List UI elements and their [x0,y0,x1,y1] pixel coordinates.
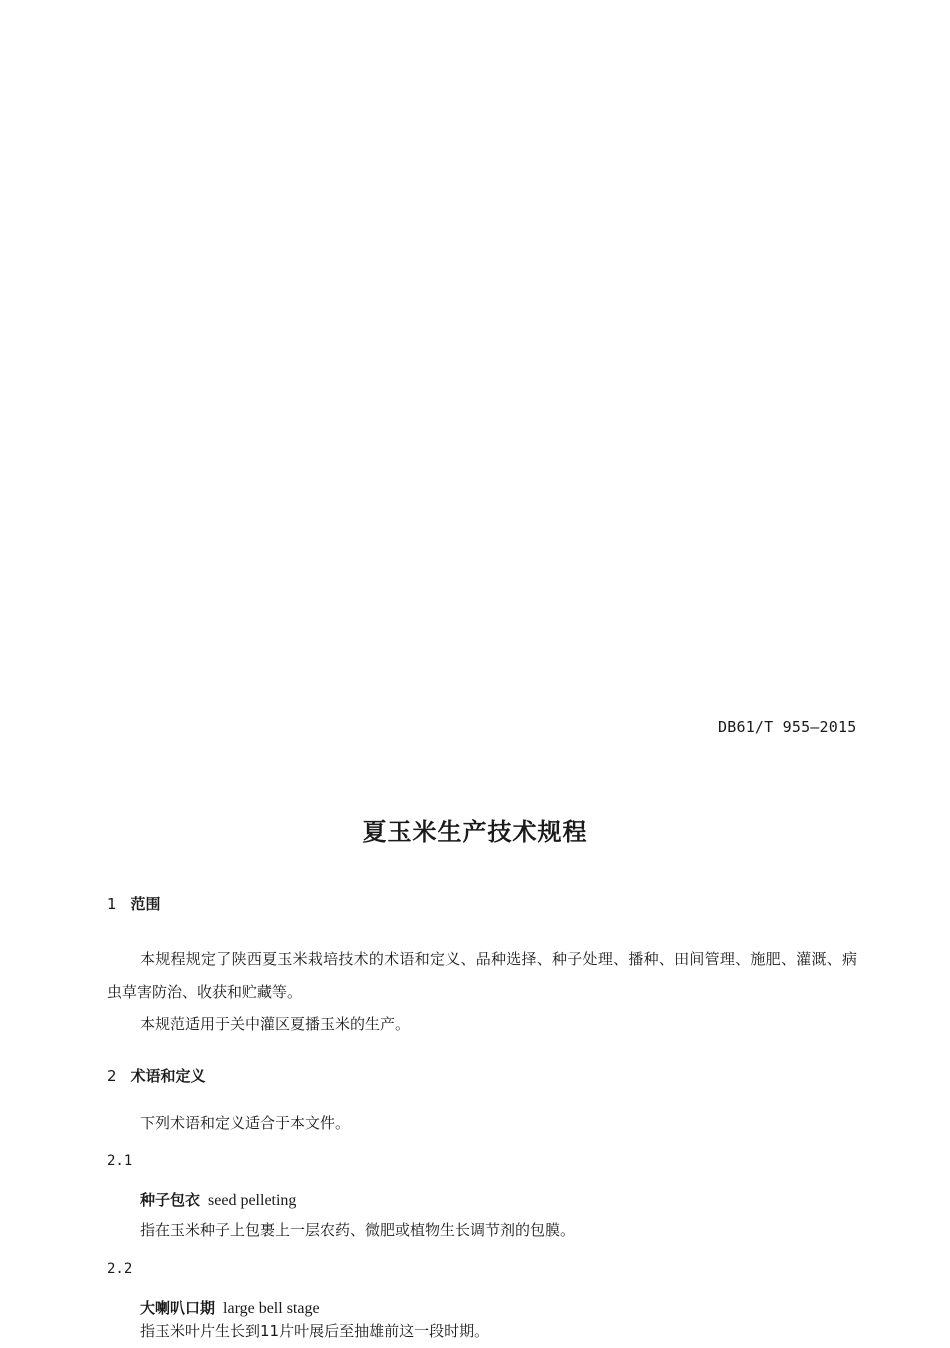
term-english: large bell stage [223,1300,320,1317]
section-2-heading [107,1065,206,1086]
section-number: 2 [107,1067,117,1085]
term-chinese: 大喇叭口期 [140,1299,216,1317]
terms-intro-paragraph: 下列术语和定义适合于本文件。 [140,1114,351,1132]
term-definition: 指在玉米种子上包裹上一层农药、微肥或植物生长调节剂的包膜。 [140,1221,576,1239]
section-title: 范围 [130,895,161,913]
section-number: 1 [107,895,117,913]
term-number: 2.2 [107,1261,133,1277]
standard-code: DB61/T 955—2015 [718,718,857,736]
section-title: 术语和定义 [130,1067,206,1085]
scope-paragraph: 本规程规定了陕西夏玉米栽培技术的术语和定义、品种选择、种子处理、播种、田间管理、施肥、灌溉、病虫草害防治、收获和贮藏等。 [107,950,857,1001]
term-english: seed pelleting [208,1192,297,1209]
term-definition: 指玉米叶片生长到11片叶展后至抽雄前这一段时期。 [140,1322,490,1340]
term-entry [140,1189,296,1210]
document-title: 夏玉米生产技术规程 [362,818,588,846]
term-chinese: 种子包衣 [140,1191,201,1209]
section-1-heading [107,893,161,914]
applicability-paragraph: 本规范适用于关中灌区夏播玉米的生产。 [140,1015,411,1033]
term-number: 2.1 [107,1153,133,1169]
